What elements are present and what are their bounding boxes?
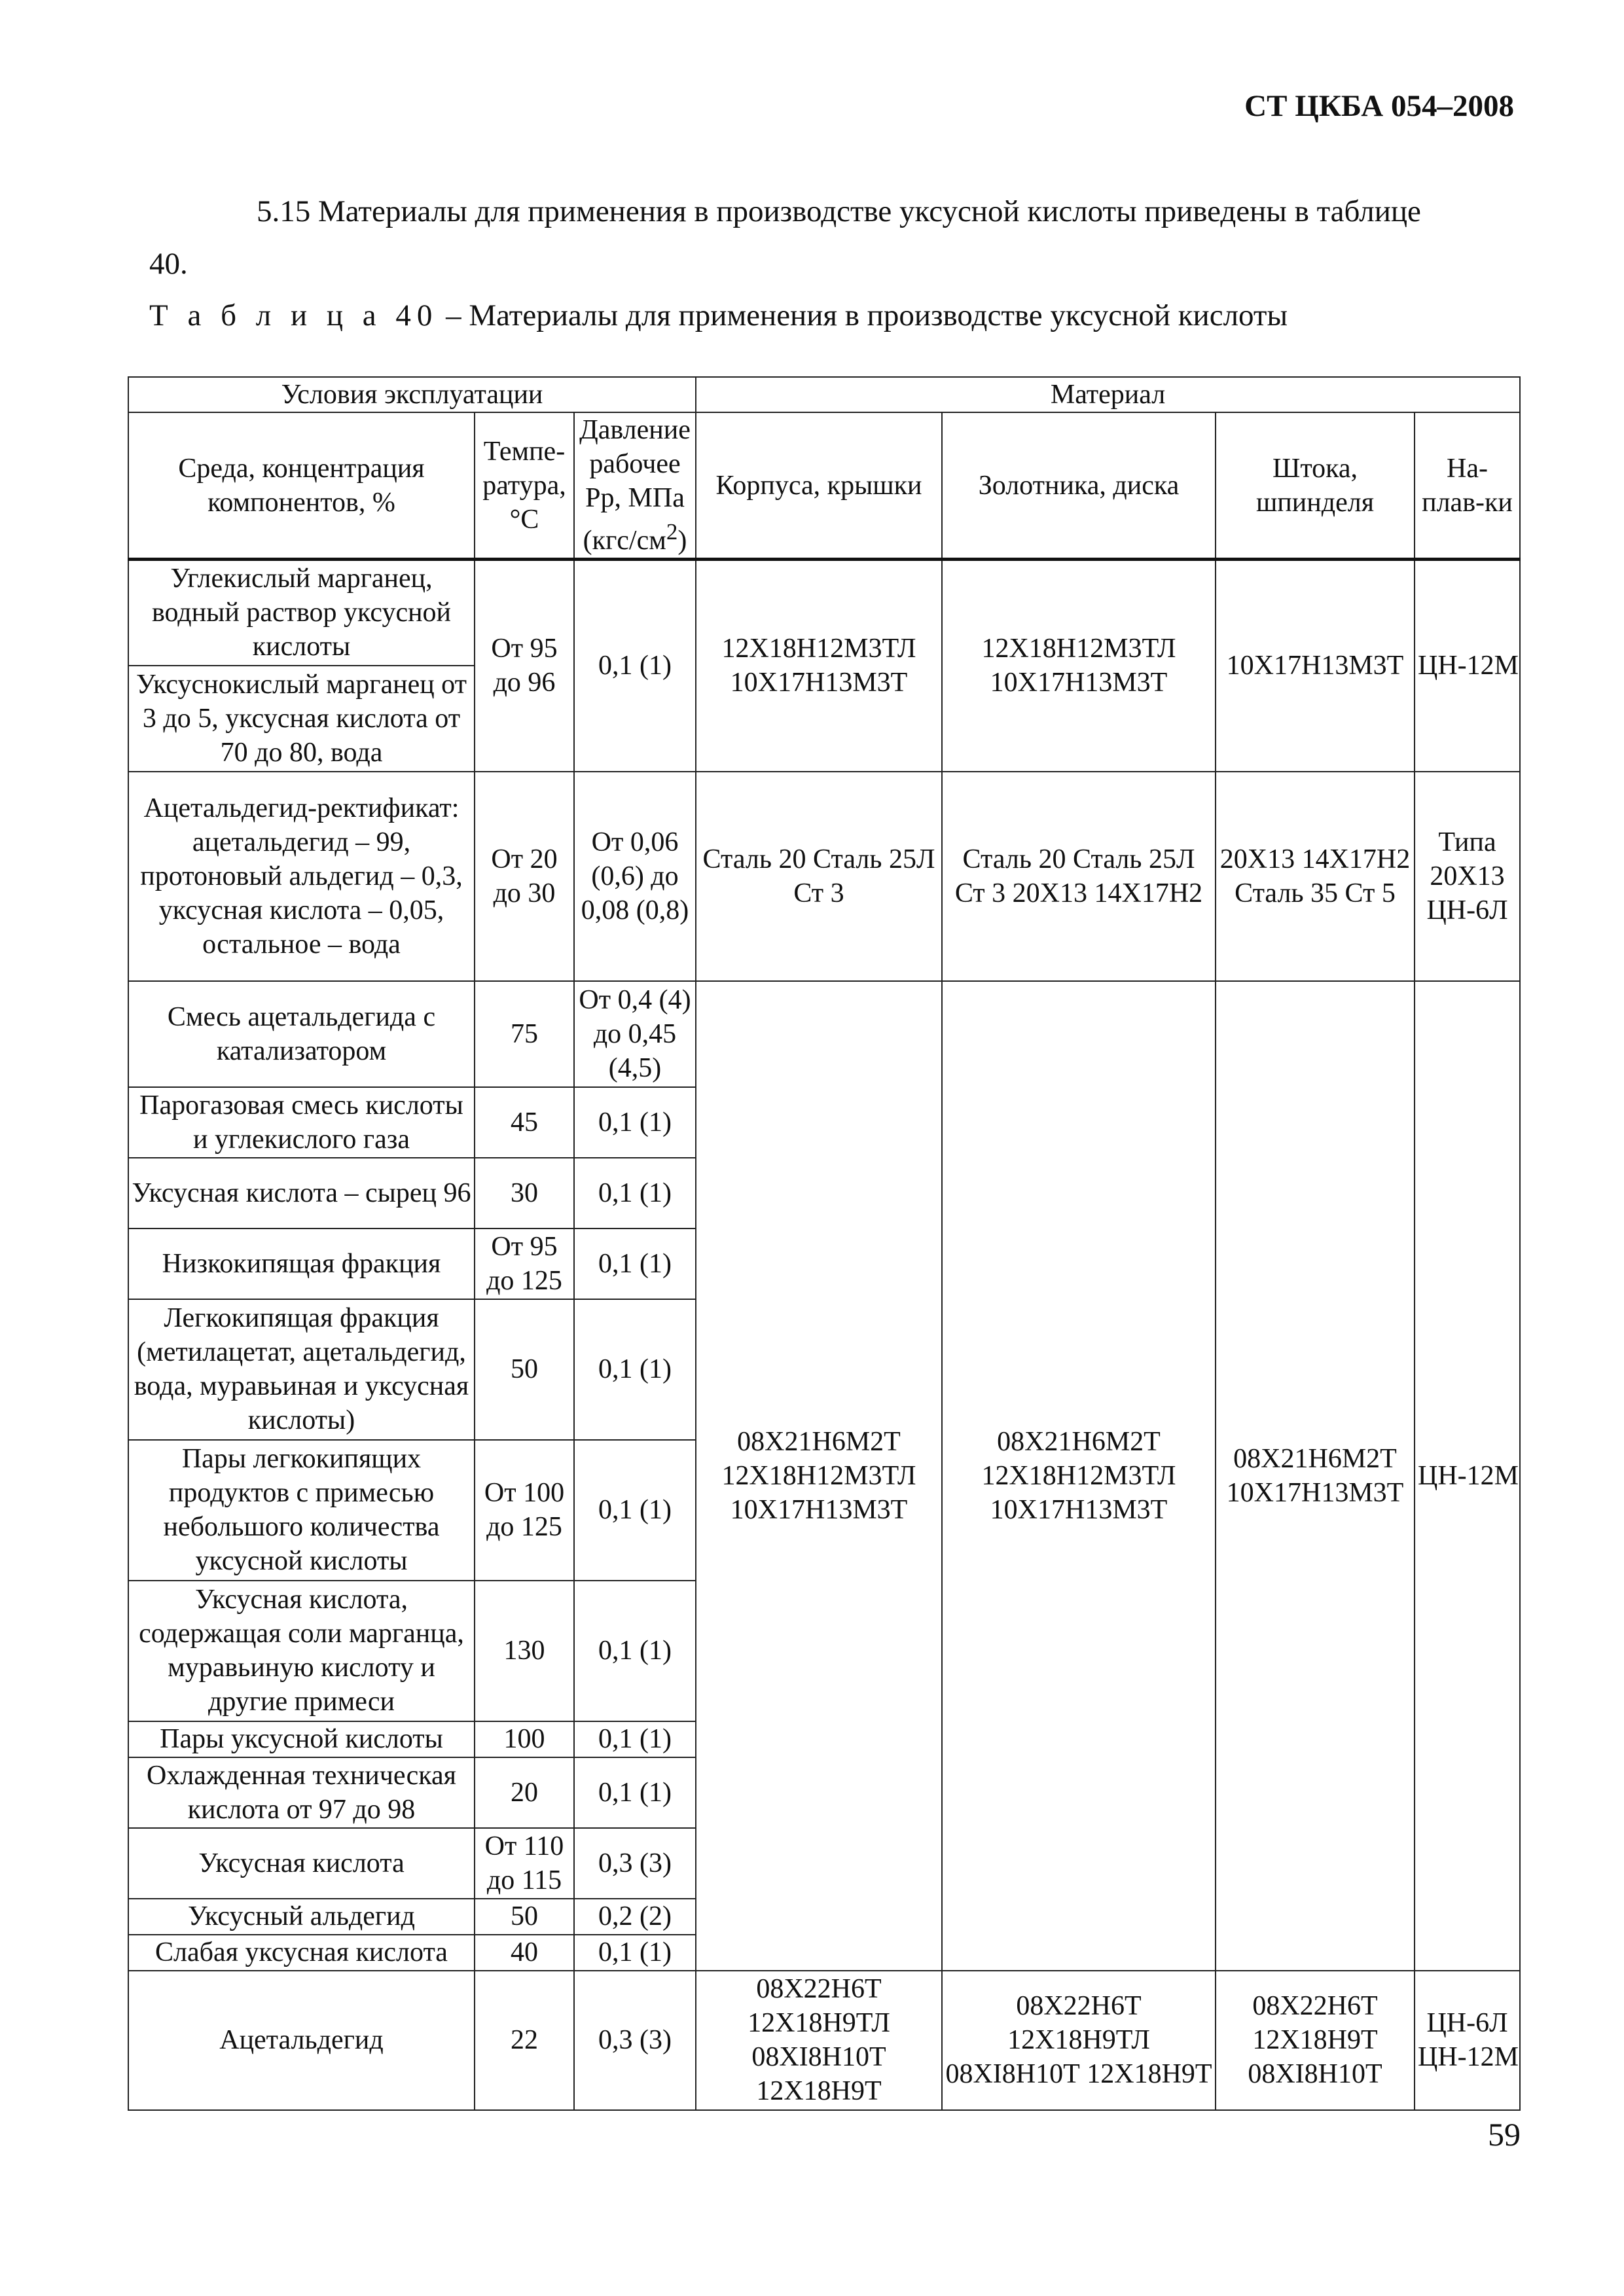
pressure-cell: 0,1 (1)	[574, 1721, 696, 1757]
medium-cell: Пары легкокипящих продуктов с примесью небольшого количества уксусной кислоты	[128, 1440, 475, 1581]
stem-column-header: Штока, шпинделя	[1216, 412, 1415, 560]
group-header-row	[128, 377, 1520, 412]
overlay-column-header: На-плав-ки	[1415, 412, 1520, 560]
temperature-cell: От 95 до 96	[475, 560, 574, 772]
temperature-cell: От 20 до 30	[475, 772, 574, 981]
table-row	[128, 981, 1520, 1087]
table-caption-text: – Материалы для применения в производстве уксусной кислоты	[438, 298, 1288, 332]
stem-material-cell: 20Х13 14Х17Н2 Сталь 35 Ст 5	[1216, 772, 1415, 981]
pressure-cell: 0,1 (1)	[574, 1440, 696, 1581]
pressure-cell: 0,3 (3)	[574, 1828, 696, 1899]
temperature-cell: 22	[475, 1971, 574, 2110]
medium-cell: Легкокипящая фракция (метилацетат, ацетальдегид, вода, муравьиная и уксусная кислоты)	[128, 1299, 475, 1440]
pressure-column-header	[574, 412, 696, 560]
overlay-material-cell: ЦН-12М	[1415, 981, 1520, 1971]
temperature-cell: 30	[475, 1158, 574, 1229]
medium-cell: Смесь ацетальдегида с катализатором	[128, 981, 475, 1087]
temperature-cell: 50	[475, 1299, 574, 1440]
document-code: СТ ЦКБА 054–2008	[1244, 89, 1514, 123]
pressure-cell: 0,1 (1)	[574, 1299, 696, 1440]
pressure-unit-exponent: 2	[666, 519, 678, 545]
temperature-cell: 45	[475, 1087, 574, 1158]
medium-cell: Охлажденная техническая кислота от 97 до 98	[128, 1757, 475, 1828]
medium-cell: Уксусный альдегид	[128, 1899, 475, 1935]
temperature-cell: 130	[475, 1581, 574, 1721]
intro-paragraph	[149, 185, 1511, 290]
spool-material-cell: 12Х18Н12М3ТЛ 10Х17Н13М3Т	[942, 560, 1216, 772]
medium-cell: Низкокипящая фракция	[128, 1229, 475, 1299]
column-header-row	[128, 412, 1520, 560]
table-row	[128, 772, 1520, 981]
temperature-cell: От 100 до 125	[475, 1440, 574, 1581]
spool-material-cell: Сталь 20 Сталь 25Л Ст 3 20Х13 14Х17Н2	[942, 772, 1216, 981]
temperature-cell: От 95 до 125	[475, 1229, 574, 1299]
pressure-cell: От 0,06 (0,6) до 0,08 (0,8)	[574, 772, 696, 981]
intro-line-1: 5.15 Материалы для применения в производстве уксусной кислоты приведены в таблице	[257, 194, 1421, 228]
overlay-material-cell: ЦН-12М	[1415, 560, 1520, 772]
pressure-header-text: Давление рабочее Рр, МПа	[579, 415, 691, 513]
spool-column-header: Золотника, диска	[942, 412, 1216, 560]
temperature-cell: 50	[475, 1899, 574, 1935]
temperature-cell: 40	[475, 1935, 574, 1971]
body-material-cell: Сталь 20 Сталь 25Л Ст 3	[696, 772, 942, 981]
intro-line-2: 40.	[149, 247, 188, 281]
pressure-cell: 0,1 (1)	[574, 1229, 696, 1299]
materials-table	[128, 376, 1521, 2111]
spool-material-cell: 08Х22Н6Т 12Х18Н9ТЛ 08ХI8Н10Т 12Х18Н9Т	[942, 1971, 1216, 2110]
medium-cell: Пары уксусной кислоты	[128, 1721, 475, 1757]
pressure-cell: 0,1 (1)	[574, 1581, 696, 1721]
body-material-cell: 08Х21Н6М2Т 12Х18Н12М3ТЛ 10Х17Н13М3Т	[696, 981, 942, 1971]
table-row	[128, 1971, 1520, 2110]
spool-material-cell: 08Х21Н6М2Т 12Х18Н12М3ТЛ 10Х17Н13М3Т	[942, 981, 1216, 1971]
medium-cell: Уксусная кислота	[128, 1828, 475, 1899]
medium-cell: Уксусная кислота, содержащая соли марганца, муравьиную кислоту и другие примеси	[128, 1581, 475, 1721]
temperature-column-header: Темпе-ратура, °С	[475, 412, 574, 560]
medium-cell: Ацетальдегид-ректификат: ацетальдегид – 99, протоновый альдегид – 0,3, уксусная кислота – 0,05, остальное – вода	[128, 772, 475, 981]
pressure-cell: 0,1 (1)	[574, 1757, 696, 1828]
pressure-unit-prefix: (кгс/см	[583, 526, 666, 556]
pressure-cell: 0,1 (1)	[574, 1158, 696, 1229]
medium-cell: Слабая уксусная кислота	[128, 1935, 475, 1971]
pressure-cell: 0,1 (1)	[574, 1935, 696, 1971]
material-group-header: Материал	[696, 377, 1520, 412]
pressure-unit-suffix: )	[677, 526, 687, 556]
pressure-cell: 0,1 (1)	[574, 560, 696, 772]
medium-cell: Парогазовая смесь кислоты и углекислого газа	[128, 1087, 475, 1158]
conditions-group-header: Условия эксплуатации	[128, 377, 696, 412]
body-material-cell: 08Х22Н6Т 12Х18Н9ТЛ 08ХI8Н10Т 12Х18Н9Т	[696, 1971, 942, 2110]
table-caption	[149, 298, 1288, 333]
body-material-cell: 12Х18Н12М3ТЛ 10Х17Н13М3Т	[696, 560, 942, 772]
stem-material-cell: 10Х17Н13М3Т	[1216, 560, 1415, 772]
stem-material-cell: 08Х22Н6Т 12Х18Н9Т 08ХI8Н10Т	[1216, 1971, 1415, 2110]
pressure-cell: 0,1 (1)	[574, 1087, 696, 1158]
medium-cell: Углекислый марганец, водный раствор уксусной кислоты	[128, 560, 475, 666]
overlay-material-cell: Типа 20Х13 ЦН-6Л	[1415, 772, 1520, 981]
temperature-cell: 75	[475, 981, 574, 1087]
medium-cell: Ацетальдегид	[128, 1971, 475, 2110]
temperature-cell: 20	[475, 1757, 574, 1828]
temperature-cell: 100	[475, 1721, 574, 1757]
temperature-cell: От 110 до 115	[475, 1828, 574, 1899]
table-caption-label: Т а б л и ц а 40	[149, 298, 439, 332]
pressure-cell: 0,3 (3)	[574, 1971, 696, 2110]
medium-cell: Уксусная кислота – сырец 96	[128, 1158, 475, 1229]
stem-material-cell: 08Х21Н6М2Т 10Х17Н13М3Т	[1216, 981, 1415, 1971]
medium-column-header: Среда, концентрация компонентов, %	[128, 412, 475, 560]
page-number: 59	[1488, 2116, 1521, 2153]
pressure-cell: 0,2 (2)	[574, 1899, 696, 1935]
overlay-material-cell: ЦН-6Л ЦН-12М	[1415, 1971, 1520, 2110]
body-column-header: Корпуса, крышки	[696, 412, 942, 560]
pressure-cell: От 0,4 (4) до 0,45 (4,5)	[574, 981, 696, 1087]
medium-cell: Уксуснокислый марганец от 3 до 5, уксусная кислота от 70 до 80, вода	[128, 666, 475, 772]
table-row	[128, 560, 1520, 666]
